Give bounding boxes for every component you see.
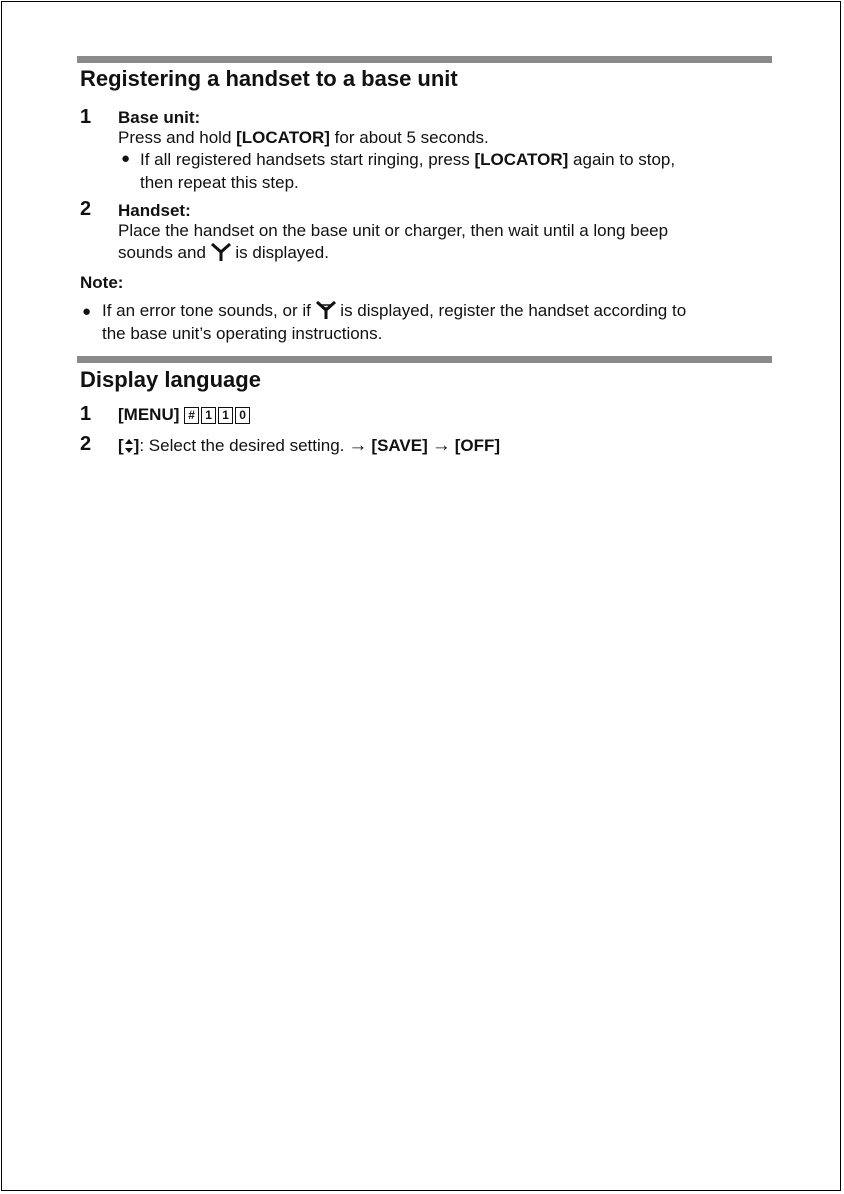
antenna-unregistered-icon [316,301,336,324]
digit-key: 1 [201,407,216,424]
bullet-icon: ● [82,303,92,320]
section-rule [77,56,772,63]
antenna-icon [211,243,231,266]
off-key: [OFF] [454,436,501,455]
step-label-handset: Handset: [118,201,191,220]
locator-key: [LOCATOR] [236,128,330,147]
step-number: 2 [80,433,92,455]
digit-key: 0 [235,407,250,424]
key-sequence [118,405,252,425]
section-rule [77,356,772,363]
bullet-text: If all registered handsets start ringing, press [LOCATOR] again to stop, [140,150,676,169]
section-title-registering: Registering a handset to a base unit [80,66,458,91]
note-label: Note: [80,273,124,292]
locator-key: [LOCATOR] [474,150,569,169]
step-label-base-unit: Base unit: [118,108,201,127]
step-number: 2 [80,198,92,220]
arrow-right-icon: → [348,435,368,456]
digit-key: 1 [218,407,233,424]
step-instruction: Press and hold [LOCATOR] for about 5 seconds. [118,128,489,147]
bullet-text-continued: then repeat this step. [140,173,299,192]
note-text: If an error tone sounds, or if is displayed, register the handset according to [102,301,686,324]
save-key: [SAVE] [371,436,428,455]
note-text-continued: the base unit’s operating instructions. [102,324,383,343]
step-number: 1 [80,403,92,425]
step-instruction-continued: sounds and is displayed. [118,243,329,266]
hash-key: # [184,407,199,424]
page-border [1,1,841,1191]
step-number: 1 [80,106,92,128]
section-title-display-language: Display language [80,367,261,392]
bullet-icon: ● [121,150,131,167]
arrow-right-icon: → [431,435,451,456]
step-instruction: Place the handset on the base unit or charger, then wait until a long beep [118,221,669,240]
step-instruction: [ ]: Select the desired setting. → [SAVE] → [OFF] [118,435,500,459]
menu-key: [MENU] [118,405,180,424]
up-down-arrow-icon [124,438,134,459]
